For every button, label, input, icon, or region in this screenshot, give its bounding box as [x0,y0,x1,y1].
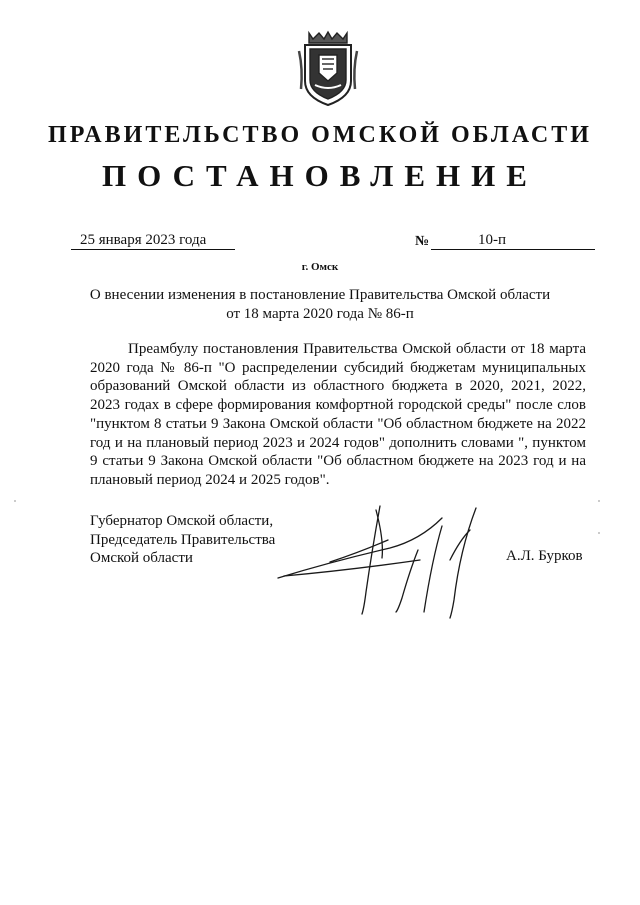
city-label: г. Омск [301,261,339,273]
subject-line-2: от 18 марта 2020 года № 86-п [226,306,414,322]
document-date: 25 января 2023 года [80,232,207,248]
document-subject [60,286,580,324]
number-underline [431,249,595,250]
document-number: 10-п [478,232,507,248]
position-line-3: Омской области [90,550,193,566]
document-type-title: ПОСТАНОВЛЕНИЕ [102,158,538,193]
body-paragraph: Преамбулу постановления Правительства Омской области от 18 марта 2020 года № 86-п "О распределении субсидий бюджетам муниципальных образований Омской области из областного бюджета в 2020, 2021, 2022, 2023 годах в сфере формирования комфортной городской среды" после слов "пунктом 8 статьи 9 Закона Омской области "Об областном бюджете на 2022 год и на плановый период 2023 и 2024 годов" дополнить словами ", пунктом 9 статьи 9 Закона Омской области "Об областном бюджете на 2023 год и на плановый период 2024 и 2025 годов". [90,341,586,488]
handwritten-signature [270,500,500,630]
scan-speck [598,532,600,534]
scan-speck [14,500,16,502]
position-line-2: Председатель Правительства [90,531,276,548]
coat-of-arms-icon [297,29,359,107]
signatory-position [90,512,275,568]
date-underline [71,249,235,250]
number-sign: № [415,234,430,249]
signatory-name: А.Л. Бурков [506,548,583,564]
scan-speck [598,500,600,502]
position-line-1: Губернатор Омской области, [90,513,274,529]
organization-title: ПРАВИТЕЛЬСТВО ОМСКОЙ ОБЛАСТИ [48,122,592,148]
subject-line-1: О внесении изменения в постановление Правительства Омской области [89,287,551,303]
